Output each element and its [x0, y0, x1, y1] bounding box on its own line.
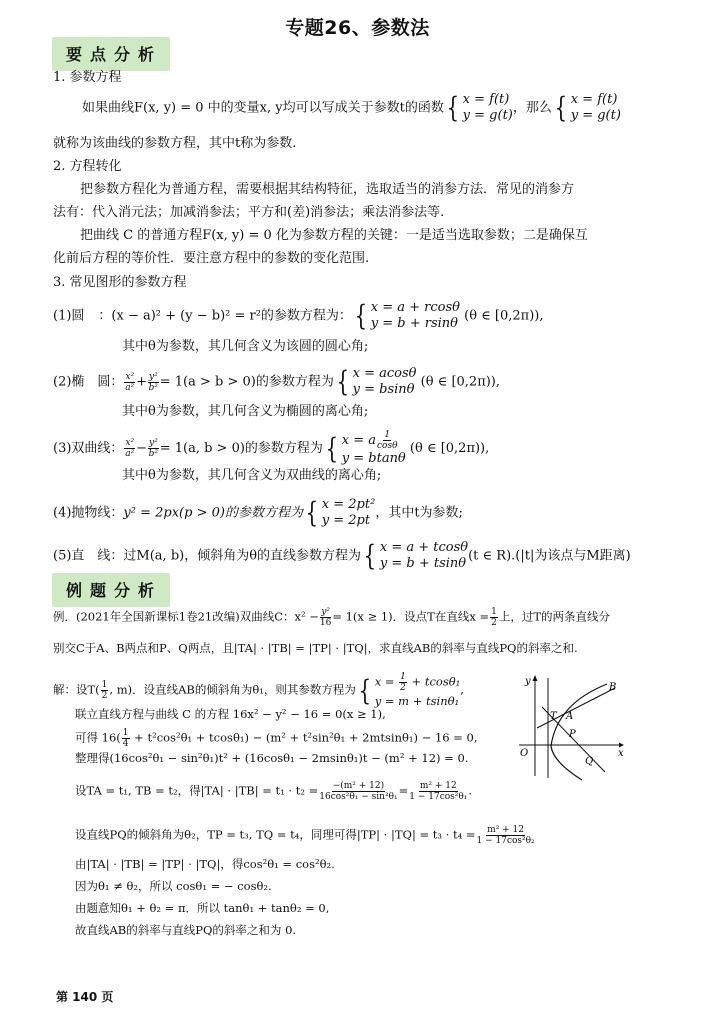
p-label: P — [569, 729, 576, 740]
sol-l3-pre: 可得 16( — [75, 730, 121, 745]
problem-l1-pre: 例．(2021年全国新课标1卷21改编)双曲线C：x² − — [53, 609, 319, 624]
y-axis-arrow — [533, 675, 538, 681]
problem-l1-mid: = 1(x ≥ 1)．设点T在直线x = — [332, 609, 490, 624]
circle-eq: ：(x − a)² + (y − b)² = r²的参数方程为： — [98, 308, 352, 324]
sys-y: y = g(t) — [462, 108, 513, 123]
item2-line3: 把曲线 C 的普通方程F(x, y) = 0 化为参数方程的关键：一是适当选取参数；二是确保互 — [80, 228, 588, 243]
hyperbola-frac-den: cosθ — [377, 441, 398, 451]
parabola-eq: y² = 2px(p > 0)的参数方程为 — [123, 505, 303, 521]
hyperbola-py: y = btanθ — [341, 451, 406, 466]
problem-frac-half: $\frac{1}{2}$ — [491, 607, 497, 628]
sys-x-2: x = f(t) — [570, 92, 618, 107]
hyperbola-range: (θ ∈ [0,2π)), — [409, 441, 490, 456]
sol-l6-frac — [477, 825, 535, 846]
x-axis-arrow — [619, 743, 624, 748]
item1-line1-text: 如果曲线F(x, y) = 0 中的变量x, y均可以写成关于参数t的函数 — [82, 100, 444, 116]
ellipse-py: y = bsinθ — [352, 382, 415, 397]
sol-l1-mid: , m)．设直线AB的倾斜角为θ₁，则其参数方程为 — [109, 682, 356, 697]
item1-then: ，那么 — [512, 100, 552, 116]
sol-l5-f2-den: 1 − 17cos²θ₁ — [409, 792, 468, 802]
circle-line — [53, 300, 543, 332]
x-label: x — [618, 748, 624, 759]
parabola-label: (4)抛物线： — [53, 505, 124, 521]
sol-l5-f1-den: 16cos²θ₁ − sin²θ₁ — [319, 792, 398, 802]
sol-l6-num: m² + 12 — [487, 825, 525, 835]
solution-line6 — [75, 825, 536, 846]
hyperbola-line: (3)双曲线： $\frac{\text{x²}}{\text{a²}}$ − $\frac{\text{y²}}{\text{b²}}$ = 1(a, b > 0)的参数方程为 { x = a $\frac{1}{\cos\theta}$ y = btanθ (θ ∈ [0,2π)), — [53, 430, 490, 466]
line-note: (t ∈ R).(|t|为该点与M距离) — [468, 548, 631, 564]
line-eq: 过M(a, b)，倾斜角为θ的直线参数方程为 — [123, 548, 362, 564]
section-tag-key-points: 要点分析 — [52, 37, 170, 71]
sol-l6-den: 1 − 17cos²θ₂ — [476, 836, 535, 846]
problem-line2: 别交C于A、B两点和P、Q两点，且|TA| · |TB| = |TP| · |TQ|，求直线AB的斜率与直线PQ的斜率之和. — [53, 641, 578, 655]
item2-line4: 化前后方程的等价性．要注意方程中的参数的变化范围. — [53, 251, 370, 266]
sol-px-frac: $\frac{1}{2}$ — [400, 672, 406, 693]
sys-x: x = f(t) — [462, 92, 510, 107]
sol-px: + tcosθ₁ — [407, 674, 461, 689]
q-label: Q — [585, 756, 594, 767]
sol-frac-half: $\frac{1}{2}$ — [101, 680, 108, 701]
solution-line3 — [75, 728, 478, 749]
item2-line1: 把参数方程化为普通方程，需要根据其结构特征，选取适当的消参方法．常见的消参方 — [80, 182, 575, 197]
sol-l5-frac1 — [319, 781, 397, 802]
parabola-note: ，其中t为参数; — [375, 505, 463, 521]
sol-l5-f1-num: −(m² + 12) — [332, 781, 385, 791]
sol-l5-frac2 — [409, 781, 467, 802]
line-px: x = a + tcosθ — [379, 540, 469, 555]
hyperbola-note: 其中θ为参数，其几何含义为双曲线的离心角; — [122, 468, 382, 483]
problem-line1 — [53, 607, 610, 628]
ellipse-label: (2)椭 圆： — [53, 374, 124, 390]
item1-heading: 1. 参数方程 — [53, 70, 122, 85]
solution-line8: 因为θ₁ ≠ θ₂，所以 cosθ₁ = − cosθ₂. — [75, 879, 272, 893]
line-line — [53, 540, 631, 572]
solution-line5: 设TA = t₁, TB = t₂，得|TA| · |TB| = t₁ · t₂ = $\frac{\text{−(m² + 12)}}{\text{16cos²θ₁ − sin²θ₁}}$ = $\frac{\text{m² + 12}}{\text{1 − 17cos²θ₁}}$ . — [75, 781, 473, 802]
line-py: y = b + tsinθ — [379, 556, 467, 571]
param-system-1: { x = f(t) y = g(t) — [446, 91, 513, 124]
ellipse-range: (θ ∈ [0,2π)), — [420, 374, 501, 390]
param-system-2: { x = f(t) y = g(t) — [554, 91, 621, 124]
circle-note: 其中θ为参数，其几何含义为该圆的圆心角; — [122, 339, 369, 354]
hyperbola-frac-x: $\frac{\text{x²}}{\text{a²}}$ — [125, 438, 135, 459]
sys-y-2: y = g(t) — [570, 108, 621, 123]
line-param: { x = a + tcosθ y = b + tsinθ — [363, 539, 469, 572]
circle-range: (θ ∈ [0,2π)), — [464, 308, 544, 324]
a-label: A — [566, 711, 574, 722]
b-label: B — [609, 682, 617, 693]
ellipse-line: (2)椭 圆： $\frac{\text{x²}}{\text{a²}}$ + $\frac{\text{y²}}{\text{b²}}$ = 1(a > b > 0)的参数方程为 { x = acosθ y = bsinθ (θ ∈ [0,2π)), — [53, 365, 501, 398]
sol-param: { x = $\frac{1}{2}$ + tcosθ₁ y = m + tsinθ₁ — [358, 672, 461, 708]
item2-line2: 法有：代入消元法；加减消参法；平方和(差)消参法；乘法消参法等. — [53, 205, 445, 220]
circle-px: x = a + rcosθ — [370, 300, 460, 315]
problem-l1-post: 上，过T的两条直线分 — [498, 609, 611, 624]
hyperbola-label: (3)双曲线： — [53, 441, 124, 456]
hyperbola-frac-num: 1 — [384, 430, 391, 440]
parabola-py: y = 2pt — [321, 513, 371, 528]
ellipse-frac-x: $\frac{\text{x²}}{\text{a²}}$ — [125, 371, 135, 393]
circle-label: (1)圆 — [53, 308, 85, 324]
solution-line4: 整理得(16cos²θ₁ − sin²θ₁)t² + (16cosθ₁ − 2msinθ₁)t − (m² + 12) = 0. — [75, 751, 469, 765]
t-label: T — [550, 711, 557, 722]
solution-line1: 解：设T( $\frac{1}{2}$ , m)．设直线AB的倾斜角为θ₁，则其参数方程为 { x = $\frac{1}{2}$ + tcosθ₁ y = m + tsinθ₁ , — [53, 672, 464, 708]
origin-label: O — [520, 748, 529, 759]
sol-l1-pre: 解：设T( — [53, 682, 100, 697]
solution-line9: 由题意知θ₁ + θ₂ = π．所以 tanθ₁ + tanθ₂ = 0, — [75, 901, 330, 915]
ellipse-frac-y: $\frac{\text{y²}}{\text{b²}}$ — [148, 371, 159, 393]
item2-heading: 2. 方程转化 — [53, 159, 122, 174]
hyperbola-px: x = a — [341, 433, 377, 448]
sol-l5-f2-num: m² + 12 — [419, 781, 457, 791]
page-number: 第 140 页 — [56, 990, 114, 1004]
circle-py: y = b + rsinθ — [370, 316, 458, 331]
line-label: (5)直 线： — [53, 548, 124, 564]
page-title: 专题26、参数法 — [285, 17, 430, 39]
hyperbola-frac-y: $\frac{\text{y²}}{\text{b²}}$ — [148, 438, 159, 459]
hyperbola-px-frac — [377, 430, 398, 451]
hyperbola-figure — [515, 672, 625, 782]
ellipse-cond: = 1(a > b > 0)的参数方程为 — [159, 374, 334, 390]
ellipse-px: x = acosθ — [352, 366, 417, 381]
sol-l3-frac: $\frac{1}{4}$ — [122, 728, 129, 749]
item1-line1 — [82, 92, 621, 124]
ellipse-param: { x = acosθ y = bsinθ — [336, 365, 417, 398]
y-label: y — [525, 676, 531, 687]
hyperbola-cond: = 1(a, b > 0)的参数方程为 — [159, 441, 323, 456]
parabola-px: x = 2pt² — [321, 497, 376, 512]
circle-param: { x = a + rcosθ y = b + rsinθ — [354, 299, 460, 332]
section-tag-examples: 例题分析 — [52, 573, 170, 607]
item1-line2: 就称为该曲线的参数方程，其中t称为参数. — [53, 136, 297, 151]
parabola-line — [53, 497, 463, 529]
problem-frac-y: $\frac{\text{y²}}{16}$ — [319, 607, 332, 628]
line-ab — [537, 688, 615, 728]
ellipse-note: 其中θ为参数，其几何含义为椭圆的离心角; — [122, 404, 369, 419]
solution-line7: 由|TA| · |TB| = |TP| · |TQ|，得cos²θ₁ = cos²θ₂. — [75, 857, 335, 871]
sol-l5-pre: 设TA = t₁, TB = t₂，得|TA| · |TB| = t₁ · t₂ = — [75, 783, 319, 798]
sol-l6-pre: 设直线PQ的倾斜角为θ₂，TP = t₃, TQ = t₄，同理可得|TP| · |TQ| = t₃ · t₄ = — [75, 827, 476, 842]
solution-line2: 联立直线方程与曲线 C 的方程 16x² − y² − 16 = 0(x ≥ 1), — [75, 707, 386, 721]
hyperbola-param: { x = a $\frac{1}{\cos\theta}$ y = btanθ — [325, 430, 406, 466]
sol-py: y = m + tsinθ₁ — [374, 694, 460, 708]
parabola-param: { x = 2pt² y = 2pt — [305, 496, 376, 529]
sol-l3-post: + t²cos²θ₁ + tcosθ₁) − (m² + t²sin²θ₁ + 2mtsinθ₁) − 16 = 0, — [130, 730, 478, 745]
solution-line10: 故直线AB的斜率与直线PQ的斜率之和为 0. — [75, 923, 297, 937]
item3-heading: 3. 常见图形的参数方程 — [53, 275, 187, 290]
